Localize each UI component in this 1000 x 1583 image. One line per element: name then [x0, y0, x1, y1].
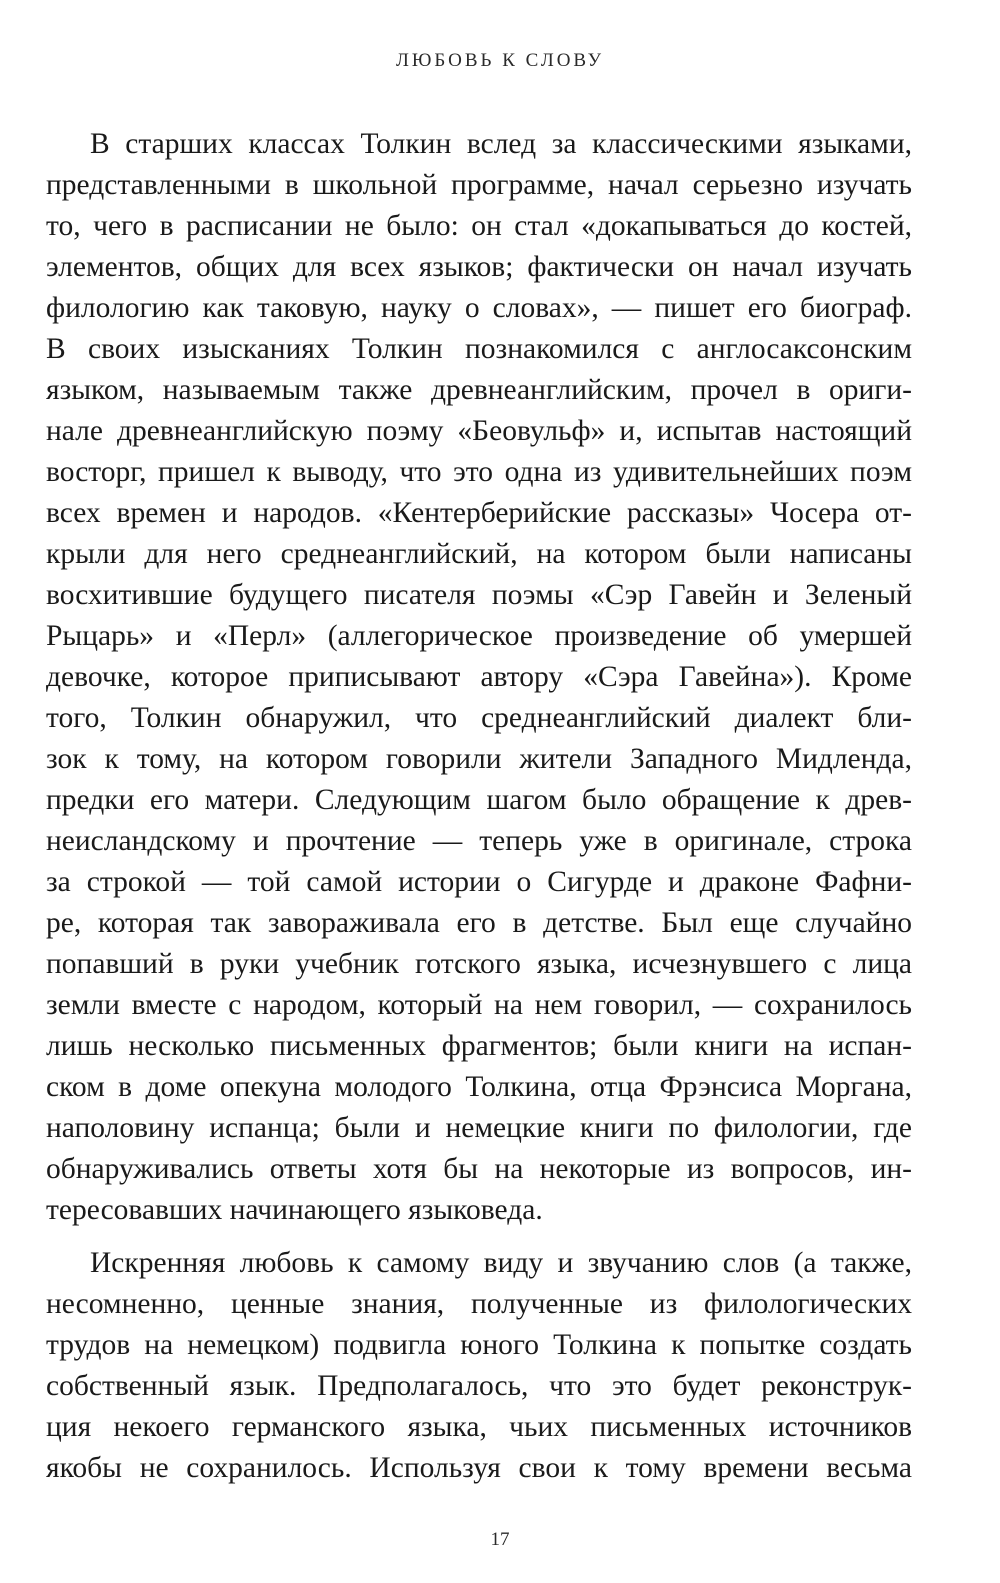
text-line: якобы не сохранилось. Используя свои к тому времени весьма	[46, 1452, 912, 1484]
text-line: восторг, пришел к выводу, что это одна из удивительнейших поэм	[46, 456, 912, 488]
paragraph-gap	[46, 1231, 912, 1243]
text-line: филологию как таковую, науку о словах», — пишет его биограф.	[46, 292, 912, 324]
text-line: Рыцарь» и «Перл» (аллегорическое произведение об умершей	[46, 620, 912, 652]
text-line: наполовину испанца; были и немецкие книги по филологии, где	[46, 1112, 912, 1144]
text-line: за строкой — той самой истории о Сигурде и драконе Фафни-	[46, 866, 912, 898]
text-line: В старших классах Толкин вслед за классическими языками,	[90, 128, 912, 160]
text-line: нале древнеанглийскую поэму «Беовульф» и, испытав настоящий	[46, 415, 912, 447]
text-line: обнаруживались ответы хотя бы на некоторые из вопросов, ин-	[46, 1153, 912, 1185]
text-line: неисландскому и прочтение — теперь уже в оригинале, строка	[46, 825, 912, 857]
page-number: 17	[490, 1529, 510, 1550]
paragraph-2	[46, 1243, 912, 1489]
text-line: всех времен и народов. «Кентерберийские рассказы» Чосера от-	[46, 497, 912, 529]
text-line: лишь несколько письменных фрагментов; были книги на испан-	[46, 1030, 912, 1062]
body-text	[46, 124, 912, 1489]
text-line: крыли для него среднеанглийский, на котором были написаны	[46, 538, 912, 570]
text-line: трудов на немецком) подвигла юного Толкина к попытке создать	[46, 1329, 912, 1361]
running-head: ЛЮБОВЬ К СЛОВУ	[395, 50, 605, 71]
text-line: тересовавших начинающего языковеда.	[46, 1194, 543, 1226]
text-line: восхитившие будущего писателя поэмы «Сэр Гавейн и Зеленый	[46, 579, 912, 611]
text-line: предки его матери. Следующим шагом было обращение к древ-	[46, 784, 912, 816]
text-line: представленными в школьной программе, начал серьезно изучать	[46, 169, 912, 201]
text-line: ре, которая так завораживала его в детстве. Был еще случайно	[46, 907, 912, 939]
text-line: несомненно, ценные знания, полученные из филологических	[46, 1288, 912, 1320]
text-line: ция некоего германского языка, чьих письменных источников	[46, 1411, 912, 1443]
paragraph-1	[46, 124, 912, 1231]
text-line: земли вместе с народом, который на нем говорил, — сохранилось	[46, 989, 912, 1021]
text-line: зок к тому, на котором говорили жители Западного Мидленда,	[46, 743, 912, 775]
text-line: В своих изысканиях Толкин познакомился с англосаксонским	[46, 333, 912, 365]
text-line: ском в доме опекуна молодого Толкина, отца Фрэнсиса Моргана,	[46, 1071, 912, 1103]
text-line: элементов, общих для всех языков; фактически он начал изучать	[46, 251, 912, 283]
text-line: собственный язык. Предполагалось, что это будет реконструк-	[46, 1370, 912, 1402]
text-line: то, чего в расписании не было: он стал «докапываться до костей,	[46, 210, 912, 242]
text-line: языком, называемым также древнеанглийским, прочел в ориги-	[46, 374, 912, 406]
text-line: того, Толкин обнаружил, что среднеанглийский диалект бли-	[46, 702, 912, 734]
text-line: девочке, которое приписывают автору «Сэра Гавейна»). Кроме	[46, 661, 912, 693]
text-line: попавший в руки учебник готского языка, исчезнувшего с лица	[46, 948, 912, 980]
text-line: Искренняя любовь к самому виду и звучанию слов (а также,	[90, 1247, 912, 1279]
